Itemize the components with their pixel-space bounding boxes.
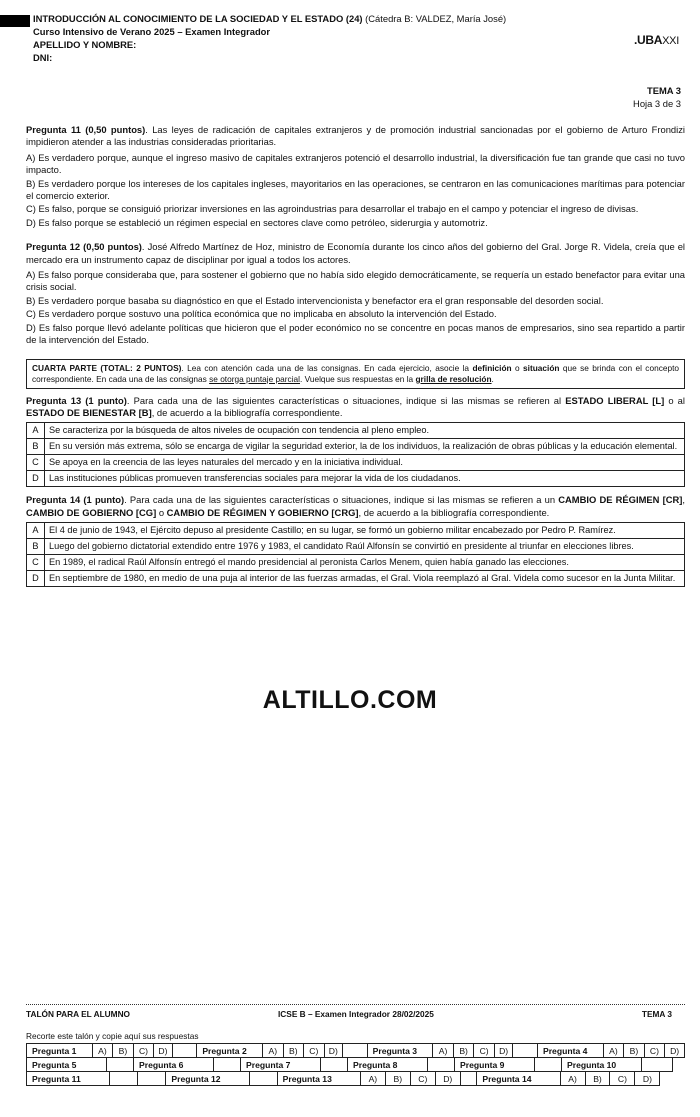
answer-grid-row-2 bbox=[26, 1057, 700, 1072]
question-14-statement: Pregunta 14 (1 punto). Para cada una de las siguientes características o situaciones, indique si las mismas se refieren a un CAMBIO DE RÉGIMEN [CR], CAMBIO DE GOBIERNO [CG] o CAMBIO DE RÉGIMEN Y GOBIERNO [CRG], de acuerdo a la bibliografía correspondiente. bbox=[26, 494, 685, 518]
answer-option-a[interactable]: A) bbox=[92, 1044, 113, 1058]
table-row: D En septiembre de 1980, en medio de una puja al interior de las fuerzas armadas, el Gral. Viola reemplazó al Gral. Videla como sucesor en la Junta Militar. bbox=[27, 571, 685, 587]
answer-label: Pregunta 5 bbox=[27, 1058, 107, 1072]
talon-tema: TEMA 3 bbox=[641, 1009, 672, 1019]
answer-box[interactable] bbox=[107, 1058, 134, 1072]
answer-option-b[interactable]: B) bbox=[385, 1072, 410, 1086]
answer-option-d[interactable]: D) bbox=[665, 1044, 685, 1058]
answer-box[interactable] bbox=[321, 1058, 348, 1072]
answer-label: Pregunta 2 bbox=[197, 1044, 263, 1058]
answer-label: Pregunta 12 bbox=[166, 1072, 249, 1086]
answer-spacer bbox=[460, 1072, 477, 1086]
question-13-statement: Pregunta 13 (1 punto). Para cada una de las siguientes características o situaciones, indique si las mismas se refieren al ESTADO LIBERAL [L] o al ESTADO DE BIENESTAR [B], de acuerdo a la bibliografía correspondiente. bbox=[26, 394, 685, 418]
answer-option-d[interactable]: D) bbox=[435, 1072, 460, 1086]
answer-spacer bbox=[343, 1044, 368, 1058]
answer-box[interactable] bbox=[428, 1058, 455, 1072]
answer-label: Pregunta 10 bbox=[562, 1058, 642, 1072]
name-field-label: APELLIDO Y NOMBRE: bbox=[33, 39, 137, 50]
answer-option-a[interactable]: A) bbox=[263, 1044, 284, 1058]
answer-label: Pregunta 7 bbox=[241, 1058, 321, 1072]
question-11-option-a: A) Es verdadero porque, aunque el ingreso masivo de capitales extranjeros potenció el desarrollo industrial, la diversificación fue tan grande que casi no tuvo impacto. bbox=[26, 151, 685, 176]
question-11-option-b: B) Es verdadero porque los intereses de los capitales ingleses, mayoritarios en las operaciones, se centraron en las comunicaciones marítimas para potenciar el comercio exterior. bbox=[26, 177, 685, 202]
table-row: D Las instituciones públicas promueven transferencias sociales para mejorar la vida de los ciudadanos. bbox=[27, 471, 685, 487]
question-13-table bbox=[26, 422, 685, 487]
answer-label: Pregunta 13 bbox=[277, 1072, 360, 1086]
answer-spacer bbox=[513, 1044, 538, 1058]
answer-option-d[interactable]: D) bbox=[154, 1044, 172, 1058]
table-row: B En su versión más extrema, sólo se encarga de vigilar la seguridad exterior, la de los individuos, la realización de obras públicas y la educación elemental. bbox=[27, 439, 685, 455]
question-12-option-b: B) Es verdadero porque basaba su diagnóstico en que el Estado intervencionista y benefactor era el gran responsable del desorden social. bbox=[26, 294, 604, 306]
exam-content bbox=[26, 124, 685, 594]
answer-option-a[interactable]: A) bbox=[560, 1072, 585, 1086]
answer-option-c[interactable]: C) bbox=[644, 1044, 665, 1058]
question-12-option-d: D) Es falso porque llevó adelante políticas que hicieron que el poder económico no se concentre en pocas manos de empresarios, sino sea repartido a partir de la intervención del Estado. bbox=[26, 321, 685, 346]
table-row: C Se apoya en la creencia de las leyes naturales del mercado y en la iniciativa individual. bbox=[27, 455, 685, 471]
answer-option-b[interactable]: B) bbox=[624, 1044, 645, 1058]
answer-label: Pregunta 6 bbox=[134, 1058, 214, 1072]
answer-option-c[interactable]: C) bbox=[133, 1044, 154, 1058]
answer-box[interactable] bbox=[535, 1058, 562, 1072]
question-13 bbox=[26, 395, 685, 488]
answer-option-d[interactable]: D) bbox=[324, 1044, 342, 1058]
answer-box[interactable] bbox=[214, 1058, 241, 1072]
answer-label: Pregunta 1 bbox=[27, 1044, 93, 1058]
tema-label: TEMA 3 bbox=[646, 85, 681, 96]
answer-label: Pregunta 4 bbox=[537, 1044, 603, 1058]
talon-title: TALÓN PARA EL ALUMNO bbox=[26, 1009, 131, 1019]
answer-option-a[interactable]: A) bbox=[603, 1044, 624, 1058]
question-11-option-d: D) Es falso porque se estableció un régimen especial en sectores clave como petróleo, siderurgia y automotriz. bbox=[26, 216, 488, 228]
answer-empty bbox=[673, 1058, 700, 1072]
question-14-table bbox=[26, 522, 685, 587]
answer-option-c[interactable]: C) bbox=[610, 1072, 635, 1086]
answer-option-b[interactable]: B) bbox=[283, 1044, 304, 1058]
answer-empty bbox=[660, 1072, 685, 1086]
answer-label: Pregunta 3 bbox=[367, 1044, 433, 1058]
answer-option-b[interactable]: B) bbox=[585, 1072, 610, 1086]
answer-label: Pregunta 8 bbox=[348, 1058, 428, 1072]
answer-box[interactable] bbox=[249, 1072, 277, 1086]
black-tab-marker bbox=[0, 15, 30, 27]
answer-box[interactable] bbox=[138, 1072, 166, 1086]
answer-spacer bbox=[172, 1044, 197, 1058]
dni-field-label: DNI: bbox=[33, 52, 53, 63]
question-12-option-c: C) Es verdadero porque sostuvo una política económica que no implicaba en absoluto la intervención del Estado. bbox=[26, 308, 497, 320]
answer-option-c[interactable]: C) bbox=[410, 1072, 435, 1086]
exam-header bbox=[33, 12, 506, 64]
talon-exam-info: ICSE B – Examen Integrador 28/02/2025 bbox=[278, 1009, 434, 1019]
table-row: B Luego del gobierno dictatorial extendido entre 1976 y 1983, el candidato Raúl Alfonsín se convirtió en presidente al triunfar en elecciones libres. bbox=[27, 539, 685, 555]
cut-instructions: Recorte este talón y copie aquí sus respuestas bbox=[26, 1031, 199, 1041]
answer-option-c[interactable]: C) bbox=[304, 1044, 325, 1058]
cut-line bbox=[26, 1004, 685, 1005]
answer-option-c[interactable]: C) bbox=[474, 1044, 495, 1058]
uba-xxi-logo: .UBAXXI bbox=[634, 33, 679, 47]
answer-option-d[interactable]: D) bbox=[494, 1044, 512, 1058]
question-11-statement: Pregunta 11 (0,50 puntos). Las leyes de radicación de capitales extranjeros y de promoción industrial sancionadas por el gobierno de Arturo Frondizi impidieron atender a las industrias consideradas prioritarias. bbox=[26, 124, 685, 148]
table-row: A El 4 de junio de 1943, el Ejército depuso al presidente Castillo; en su lugar, se formó un gobierno militar encabezado por Pedro P. Ramírez. bbox=[27, 523, 685, 539]
table-row: C En 1989, el radical Raúl Alfonsín entregó el mando presidencial al peronista Carlos Menem, quien había ganado las elecciones. bbox=[27, 555, 685, 571]
answer-option-a[interactable]: A) bbox=[433, 1044, 454, 1058]
part-four-instructions: CUARTA PARTE (TOTAL: 2 PUNTOS). Lea con atención cada una de las consignas. En cada ejercicio, asocie la definición o situación que se brinda con el concepto correspondiente. En cada una de las consignas se otorga puntaje parcial. Vuelque sus respuestas en la grilla de resolución. bbox=[26, 359, 685, 389]
table-row: A Se caracteriza por la búsqueda de altos niveles de ocupación con tendencia al pleno empleo. bbox=[27, 423, 685, 439]
answer-option-b[interactable]: B) bbox=[453, 1044, 474, 1058]
answer-label: Pregunta 11 bbox=[27, 1072, 110, 1086]
course-line: INTRODUCCIÓN AL CONOCIMIENTO DE LA SOCIEDAD Y EL ESTADO (24) (Cátedra B: VALDEZ, María José) bbox=[33, 13, 507, 24]
watermark-text: ALTILLO.COM bbox=[262, 686, 438, 714]
sheet-number: Hoja 3 de 3 bbox=[633, 98, 681, 109]
answer-label: Pregunta 14 bbox=[477, 1072, 560, 1086]
answer-grid-row-3 bbox=[26, 1071, 685, 1086]
answer-option-b[interactable]: B) bbox=[113, 1044, 134, 1058]
question-11 bbox=[26, 124, 685, 229]
answer-grid-row-1 bbox=[26, 1043, 685, 1058]
answer-box[interactable] bbox=[110, 1072, 138, 1086]
question-12-statement: Pregunta 12 (0,50 puntos). José Alfredo Martínez de Hoz, ministro de Economía durante los cinco años del gobierno del Gral. Jorge R. Videla, creía que el mercado era un instrumento capaz de disciplinar por igual a todos los actores. bbox=[26, 241, 685, 265]
answer-label: Pregunta 9 bbox=[455, 1058, 535, 1072]
answer-option-a[interactable]: A) bbox=[360, 1072, 385, 1086]
question-11-option-c: C) Es falso, porque se consiguió priorizar inversiones en las agroindustrias para desarrollar el trabajo en el campo y potenciar el ingreso de divisas. bbox=[26, 203, 639, 215]
tema-info bbox=[633, 84, 681, 110]
question-12-option-a: A) Es falso porque consideraba que, para sostener el gobierno que no había sido elegido democráticamente, se requería un estado benefactor para evitar una crisis social. bbox=[26, 269, 685, 293]
question-14 bbox=[26, 494, 685, 587]
answer-box[interactable] bbox=[642, 1058, 673, 1072]
exam-name: Curso Intensivo de Verano 2025 – Examen Integrador bbox=[33, 26, 271, 37]
answer-option-d[interactable]: D) bbox=[635, 1072, 660, 1086]
question-12 bbox=[26, 241, 685, 346]
